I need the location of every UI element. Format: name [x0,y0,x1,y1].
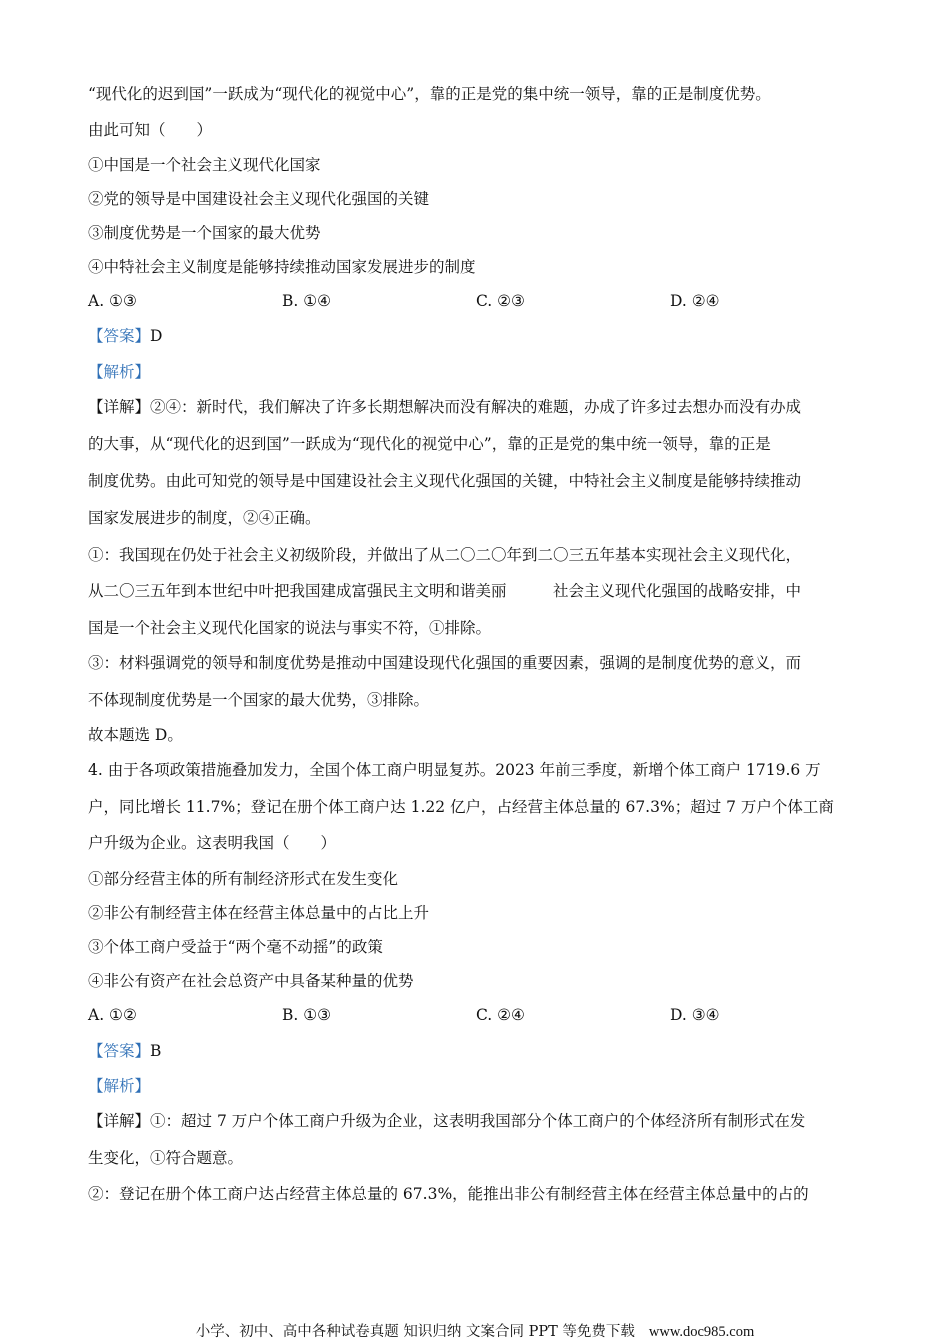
q4-analysis-tag: 【解析】 [88,1077,151,1095]
q4-detail-line-1: 【详解】①：超过 7 万户个体工商户升级为企业，这表明我国部分个体工商户的个体经济所有制形式在发 [88,1112,806,1130]
q4-option-b: B. ①③ [282,1006,332,1024]
option-c: C. ②③ [476,292,525,310]
question-3-prompt: 由此可知（ ） [88,121,213,139]
page-footer [0,1323,950,1341]
q4-detail-tag: 【详解】 [88,1112,151,1130]
answer-line [88,325,868,347]
detail-tag: 【详解】 [88,398,151,416]
statement-1: ①中国是一个社会主义现代化国家 [88,156,321,174]
detail-line-6: 从二〇三五年到本世纪中叶把我国建成富强民主文明和谐美丽 社会主义现代化强国的战略安排，中 [88,582,802,600]
statement-2: ②党的领导是中国建设社会主义现代化强国的关键 [88,190,430,208]
q4-answer-tag: 【答案】 [88,1042,151,1060]
detail-line-5: ①：我国现在仍处于社会主义初级阶段，并做出了从二〇二〇年到二〇三五年基本实现社会主义现代化， [88,546,802,564]
detail-line-9: 不体现制度优势是一个国家的最大优势，③排除。 [88,691,430,709]
option-a: A. ①③ [88,292,137,310]
detail-line-3: 制度优势。由此可知党的领导是中国建设社会主义现代化强国的关键，中特社会主义制度是能够持续推动 [88,472,802,490]
q4-statement-4: ④非公有资产在社会总资产中具备某种量的优势 [88,972,414,990]
statement-4: ④中特社会主义制度是能够持续推动国家发展进步的制度 [88,258,476,276]
q4-statement-2: ②非公有制经营主体在经营主体总量中的占比上升 [88,904,430,922]
q4-option-a: A. ①② [88,1006,137,1024]
q4-option-d: D. ③④ [670,1006,720,1024]
answer-tag: 【答案】 [88,327,151,345]
detail-line-1: 【详解】②④：新时代，我们解决了许多长期想解决而没有解决的难题，办成了许多过去想办而没有办成 [88,398,802,416]
q4-option-c: C. ②④ [476,1006,525,1024]
detail-line-8: ③：材料强调党的领导和制度优势是推动中国建设现代化强国的重要因素，强调的是制度优势的意义，而 [88,654,802,672]
option-d: D. ②④ [670,292,720,310]
question-4-stem-2: 户，同比增长 11.7%；登记在册个体工商户达 1.22 亿户，占经营主体总量的 67.3%；超过 7 万户个体工商 [88,798,834,816]
q4-statement-1: ①部分经营主体的所有制经济形式在发生变化 [88,870,399,888]
q4-statement-3: ③个体工商户受益于“两个毫不动摇”的政策 [88,938,383,956]
detail-line-10: 故本题选 D。 [88,726,183,744]
option-b: B. ①④ [282,292,332,310]
statement-3: ③制度优势是一个国家的最大优势 [88,224,321,242]
question-3-continuation: “现代化的迟到国”一跃成为“现代化的视觉中心”，靠的正是党的集中统一领导，靠的正是制度优势。 [88,85,771,103]
q4-answer-line [88,1040,868,1062]
detail-line-7: 国是一个社会主义现代化国家的说法与事实不符，①排除。 [88,619,492,637]
q4-detail-line-2: 生变化，①符合题意。 [88,1149,244,1167]
detail-line-2: 的大事，从“现代化的迟到国”一跃成为“现代化的视觉中心”，靠的正是党的集中统一领导，靠的正是 [88,435,771,453]
footer-text: 小学、初中、高中各种试卷真题 知识归纳 文案合同 PPT 等免费下载 [195,1324,635,1340]
question-4-stem-1: 4. 由于各项政策措施叠加发力，全国个体工商户明显复苏。2023 年前三季度，新增个体工商户 1719.6 万 [88,761,821,779]
question-4-stem-3: 户升级为企业。这表明我国（ ） [88,834,337,852]
analysis-tag: 【解析】 [88,363,151,381]
footer-site-link[interactable]: www.doc985.com [648,1324,755,1340]
detail-line-4: 国家发展进步的制度，②④正确。 [88,509,321,527]
q4-answer-value: B [150,1042,162,1060]
answer-value: D [150,327,163,345]
q4-detail-line-3: ②：登记在册个体工商户达占经营主体总量的 67.3%，能推出非公有制经营主体在经营主体总量中的占的 [88,1185,809,1203]
